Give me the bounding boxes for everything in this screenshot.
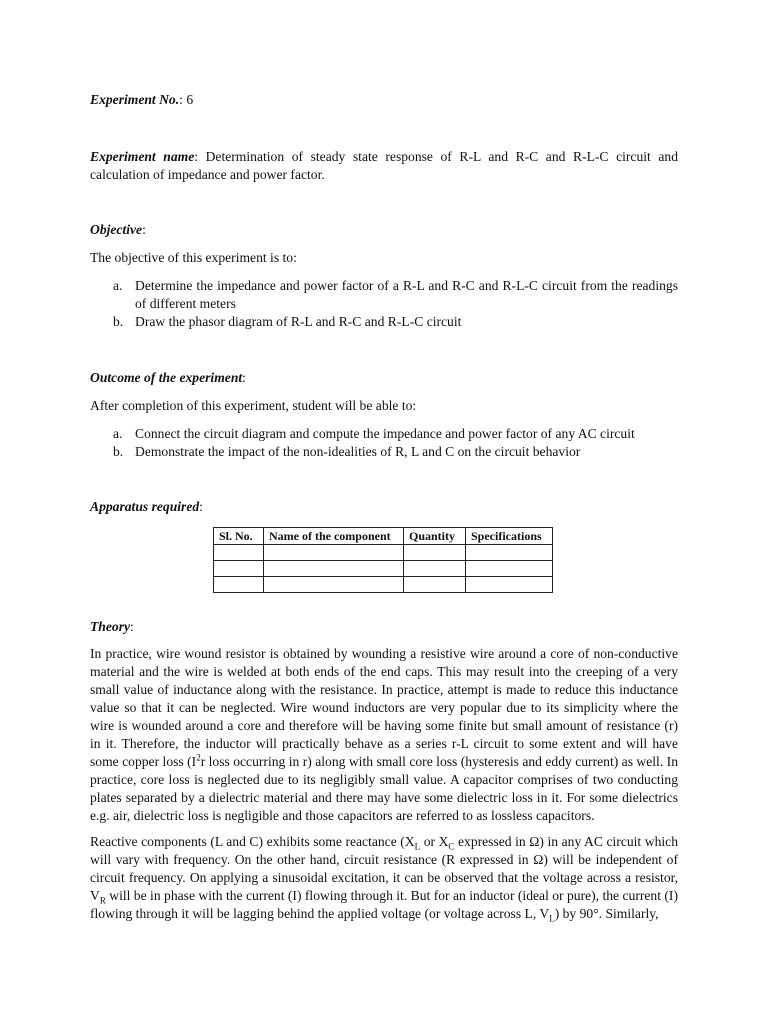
outcome-list: [90, 425, 678, 461]
outcome-heading: Outcome of the experiment:: [90, 370, 246, 385]
objective-list: [90, 277, 678, 331]
column-header: Quantity: [404, 528, 466, 545]
list-item: a. Connect the circuit diagram and compute the impedance and power factor of any AC circuit: [113, 426, 635, 441]
experiment-name-label: Experiment name: [90, 149, 195, 164]
objective-heading: Objective:: [90, 222, 146, 237]
table-row: [214, 561, 553, 577]
theory-paragraph-1: In practice, wire wound resistor is obtained by wounding a resistive wire around a core of non-conductive material and the wire is welded at both ends of the end caps. This may result into the creeping of a very small value of inductance along with the resistance. In practice, attempt is made to reduce this inductance value so that it can be neglected. Wire wound inductors are very popular due to its simplicity where the wire is wounded around a core and therefore will be having some finite but small amount of resistance (r) in it. Therefore, the inductor will practically behave as a series r-L circuit to some extent and will have some copper loss ($I^2r$ loss occurring in r) along with small core loss (hysteresis and eddy current) as well. In practice, core loss is neglected due to its negligibly small value. A capacitor comprises of two conducting plates separated by a dielectric material and there may have some dielectric loss in it. For some dielectrics e.g. air, dielectric loss is negligible and those capacitors are referred to as lossless capacitors.: [90, 646, 678, 823]
experiment-name-line2: calculation of impedance and power factor.: [90, 167, 325, 182]
table-row: [214, 577, 553, 593]
experiment-number: Experiment No.: 6: [90, 92, 194, 107]
theory-paragraph-2: Reactive components (L and C) exhibits some reactance ($X_L$ or $X_C$ expressed in Ω) in any AC circuit which will vary with frequency. On the other hand, circuit resistance (R expressed in Ω) will be independent of circuit frequency. On applying a sinusoidal excitation, it can be observed that the voltage across a resistor, $V_R$ will be in phase with the current (I) flowing through it. But for an inductor (ideal or pure), the current (I) flowing through it will be lagging behind the applied voltage (or voltage across L, $V_L$) by 90°. Similarly,: [90, 834, 678, 924]
experiment-name: [90, 148, 678, 184]
objective-intro: The objective of this experiment is to:: [90, 250, 297, 265]
column-header: Specifications: [466, 528, 553, 545]
list-item: a. Determine the impedance and power factor of a R-L and R-C and R-L-C circuit from the readings of different meters: [113, 278, 678, 311]
apparatus-heading: Apparatus required:: [90, 499, 203, 514]
experiment-number-value: 6: [186, 92, 194, 107]
experiment-number-label: Experiment No.: [90, 92, 180, 107]
table-header-row: [214, 528, 553, 545]
outcome-intro: After completion of this experiment, student will be able to:: [90, 398, 417, 413]
column-header: Name of the component: [264, 528, 404, 545]
column-header: Sl. No.: [214, 528, 264, 545]
table-row: [214, 545, 553, 561]
experiment-name-line1: Experiment name: Determination of steady state response of R-L and R-C and R-L-C circuit and: [90, 149, 678, 164]
list-item: b. Demonstrate the impact of the non-idealities of R, L and C on the circuit behavior: [113, 444, 581, 459]
apparatus-table: [213, 527, 553, 593]
theory-heading: Theory:: [90, 619, 134, 634]
list-item: b. Draw the phasor diagram of R-L and R-C and R-L-C circuit: [113, 314, 462, 329]
